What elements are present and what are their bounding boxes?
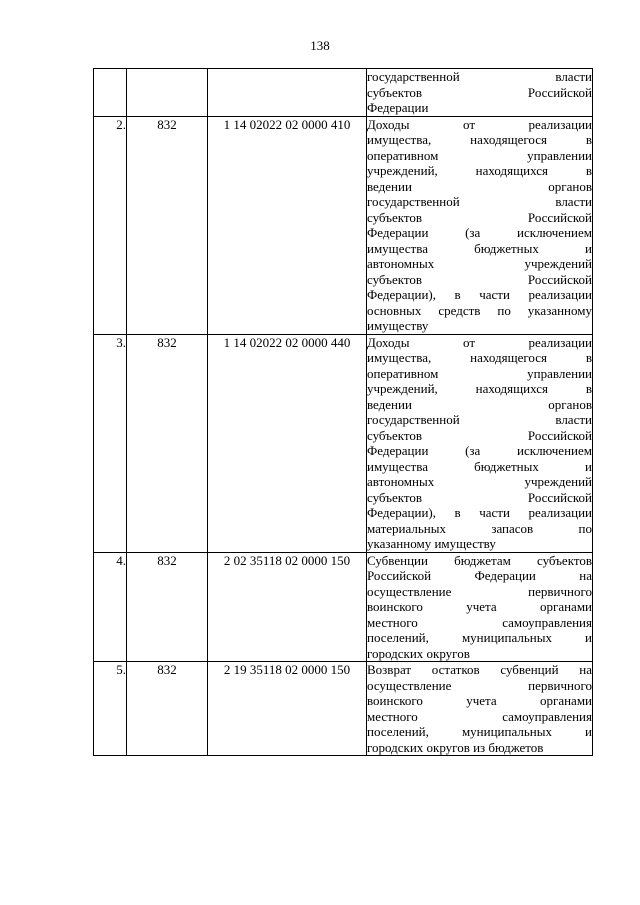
budget-classification-code-cell: 1 14 02022 02 0000 410 — [208, 116, 367, 334]
revenue-name-line: субъектов Российской — [367, 84, 592, 100]
revenue-name-line: указанному имуществу — [367, 536, 496, 551]
revenue-name-line: имущества, находящегося в — [367, 132, 592, 147]
revenue-name-line: учреждений, находящихся в — [367, 381, 592, 396]
revenue-name-line: осуществление первичного — [367, 583, 592, 599]
revenue-name-line: Федерации — [367, 100, 429, 115]
administrator-code-cell: 832 — [127, 662, 208, 756]
revenue-name-line: осуществление первичного — [367, 677, 592, 693]
table-row — [94, 334, 593, 552]
revenue-name-line: Субвенции бюджетам субъектов — [367, 552, 592, 568]
page-number: 138 — [310, 38, 330, 53]
revenue-name-line: государственной власти — [367, 412, 592, 427]
row-number-cell: 5. — [94, 662, 127, 756]
revenue-name-line: Доходы от реализации — [367, 334, 592, 350]
administrator-code-cell: 832 — [127, 116, 208, 334]
revenue-name-line: автономных учреждений — [367, 256, 592, 271]
revenue-name-cell — [367, 662, 593, 756]
revenue-name-line: материальных запасов по — [367, 520, 592, 536]
revenue-codes-table — [93, 68, 593, 756]
revenue-name-line: оперативном управлении — [367, 147, 592, 163]
revenue-name-line: поселений, муниципальных и — [367, 724, 592, 739]
revenue-name-line: городских округов из бюджетов — [367, 739, 544, 755]
revenue-name-line: учреждений, находящихся в — [367, 163, 592, 178]
budget-classification-code-cell: 2 02 35118 02 0000 150 — [208, 552, 367, 662]
revenue-name-line: государственной власти — [367, 69, 592, 84]
revenue-name-line: имуществу — [367, 318, 429, 333]
row-number-cell: 2. — [94, 116, 127, 334]
revenue-name-cell — [367, 334, 593, 552]
revenue-name-line: городских округов — [367, 645, 470, 661]
revenue-name-line: субъектов Российской — [367, 489, 592, 505]
revenue-name-line: Федерации (за исключением — [367, 225, 592, 240]
revenue-name-line: государственной власти — [367, 194, 592, 209]
revenue-name-line: субъектов Российской — [367, 209, 592, 225]
table-body — [94, 69, 593, 756]
revenue-name-line: Российской Федерации на — [367, 568, 592, 583]
row-number-cell: 4. — [94, 552, 127, 662]
revenue-name-cell — [367, 116, 593, 334]
revenue-name-line: оперативном управлении — [367, 365, 592, 381]
revenue-name-line: воинского учета органами — [367, 693, 592, 708]
revenue-name-line: местного самоуправления — [367, 708, 592, 724]
revenue-name-line: ведении органов — [367, 178, 592, 194]
table-row — [94, 662, 593, 756]
revenue-name-line: Федерации (за исключением — [367, 443, 592, 458]
revenue-name-line: имущества, находящегося в — [367, 350, 592, 365]
revenue-name-line: субъектов Российской — [367, 427, 592, 443]
budget-classification-code-cell — [208, 69, 367, 117]
revenue-name-line: субъектов Российской — [367, 271, 592, 287]
revenue-name-line: имущества бюджетных и — [367, 458, 592, 474]
table-row — [94, 552, 593, 662]
revenue-name-line: Федерации), в части реализации — [367, 505, 592, 520]
administrator-code-cell — [127, 69, 208, 117]
budget-classification-code-cell: 2 19 35118 02 0000 150 — [208, 662, 367, 756]
administrator-code-cell: 832 — [127, 552, 208, 662]
revenue-name-line: поселений, муниципальных и — [367, 630, 592, 645]
revenue-name-line: Возврат остатков субвенций на — [367, 662, 592, 677]
revenue-name-line: автономных учреждений — [367, 474, 592, 489]
revenue-name-line: имущества бюджетных и — [367, 240, 592, 256]
row-number-cell — [94, 69, 127, 117]
table-row — [94, 116, 593, 334]
revenue-name-cell — [367, 552, 593, 662]
revenue-name-cell — [367, 69, 593, 117]
revenue-name-line: воинского учета органами — [367, 599, 592, 614]
row-number-cell: 3. — [94, 334, 127, 552]
revenue-name-line: основных средств по указанному — [367, 302, 592, 318]
administrator-code-cell: 832 — [127, 334, 208, 552]
revenue-name-line: Доходы от реализации — [367, 116, 592, 132]
revenue-name-line: местного самоуправления — [367, 614, 592, 630]
table-row — [94, 69, 593, 117]
revenue-name-line: Федерации), в части реализации — [367, 287, 592, 302]
revenue-name-line: ведении органов — [367, 396, 592, 412]
budget-classification-code-cell: 1 14 02022 02 0000 440 — [208, 334, 367, 552]
